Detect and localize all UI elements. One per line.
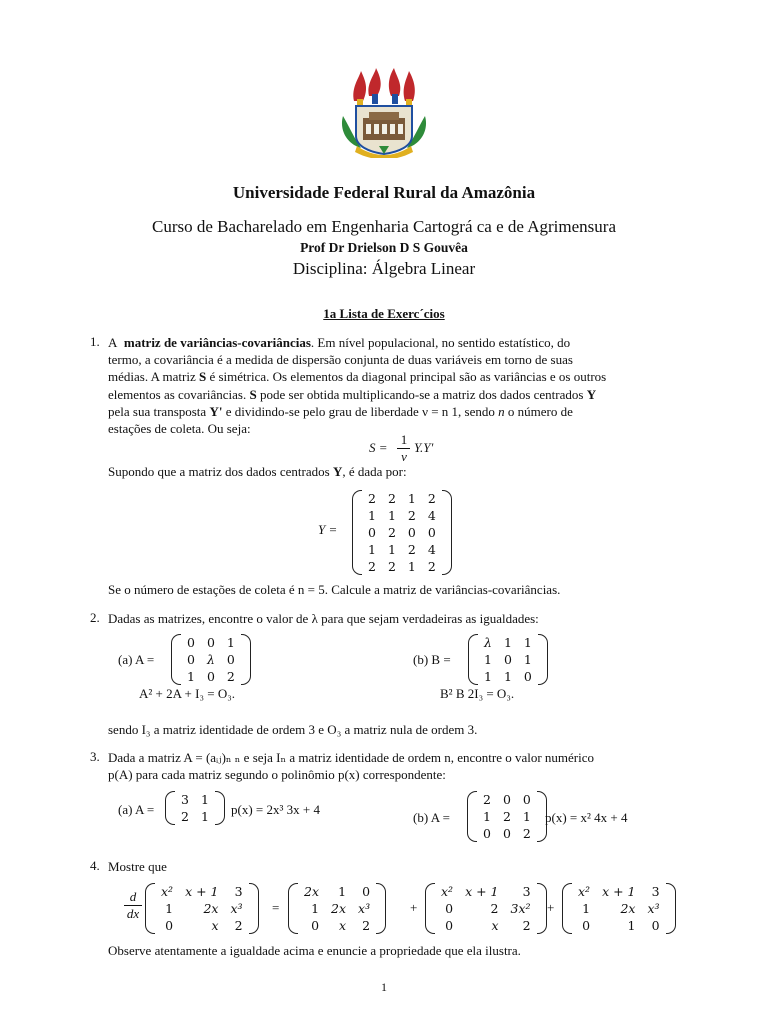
- matrix-cell: 0: [651, 918, 660, 933]
- matrix-cell: 2: [522, 918, 531, 933]
- matrix-cell: 2x: [304, 884, 320, 899]
- matrix-cell: 2: [368, 491, 376, 506]
- matrix-cell: 0: [206, 669, 215, 684]
- q2a-label: (a) A =: [118, 652, 155, 667]
- matrix-row: [298, 883, 376, 900]
- matrix-row: [155, 917, 249, 934]
- matrix-cell: 1: [503, 635, 512, 650]
- matrix-cell: 2x: [203, 901, 219, 916]
- matrix-cell: x³: [358, 901, 371, 916]
- q3a-label: (a) A =: [118, 802, 155, 817]
- matrix-cell: λ: [206, 652, 215, 667]
- page-number: 1: [381, 980, 387, 994]
- matrix-row: [298, 917, 376, 934]
- q3b-label: (b) A =: [413, 810, 450, 825]
- matrix-cell: 1: [484, 652, 492, 667]
- q3b-polynomial: p(x) = x² 4x + 4: [545, 810, 628, 825]
- matrix-cell: 3: [651, 884, 660, 899]
- q4-equals: =: [272, 900, 280, 915]
- matrix-cell: 0: [206, 635, 215, 650]
- matrix-cell: x: [338, 918, 347, 933]
- q3a-matrix: [165, 791, 225, 829]
- q3a-polynomial: p(x) = 2x³ 3x + 4: [231, 802, 320, 817]
- matrix-cell: x³: [647, 901, 660, 916]
- matrix-cell: 2: [407, 542, 416, 557]
- matrix-row: [155, 883, 249, 900]
- matrix-row: [362, 490, 442, 507]
- matrix-row: [435, 917, 537, 934]
- matrix-cell: 1: [484, 669, 492, 684]
- matrix-row: [478, 651, 538, 668]
- matrix-row: [572, 917, 666, 934]
- q2-number: 2.: [90, 610, 100, 625]
- q2a-equation: A² + 2A + I₃ = O₃.: [139, 686, 235, 701]
- q2b-label: (b) B =: [413, 652, 451, 667]
- q4-text: Mostre que: [108, 859, 167, 874]
- q1-matrix-label: Y =: [318, 522, 338, 537]
- q1-closing: Se o número de estações de coleta é n = 5. Calcule a matriz de variâncias-covariâncias.: [108, 582, 561, 597]
- university-logo: [339, 66, 429, 158]
- matrix-cell: x²: [161, 884, 174, 899]
- q2b-matrix: [468, 634, 548, 689]
- matrix-row: [181, 651, 241, 668]
- q1-suppose: Supondo que a matriz dos dados centrados Y, é dada por:: [108, 464, 407, 479]
- matrix-row: [477, 791, 537, 808]
- matrix-cell: 1: [200, 792, 209, 807]
- q2b-equation: B² B 2I₃ = O₃.: [440, 686, 515, 701]
- matrix-cell: x + 1: [602, 884, 636, 899]
- q4-matrix-4: [562, 883, 676, 938]
- professor-name: Prof Dr Drielson D S Gouvêa: [300, 240, 468, 255]
- university-title: Universidade Federal Rural da Amazônia: [232, 183, 536, 202]
- matrix-cell: 0: [445, 918, 454, 933]
- q1-matrix-y: [352, 490, 452, 579]
- matrix-cell: 2: [181, 809, 189, 824]
- matrix-cell: 2: [387, 559, 396, 574]
- matrix-cell: 2x: [331, 901, 347, 916]
- matrix-cell: 4: [427, 508, 436, 523]
- matrix-cell: 2: [502, 809, 511, 824]
- matrix-cell: 2: [387, 525, 396, 540]
- matrix-row: [175, 791, 215, 808]
- matrix-cell: 1: [200, 809, 209, 824]
- matrix-cell: 1: [387, 508, 396, 523]
- matrix-cell: 2: [387, 491, 396, 506]
- q2-text: Dadas as matrizes, encontre o valor de λ para que sejam verdadeiras as igualdades:: [108, 611, 539, 626]
- q4-observe: Observe atentamente a igualdade acima e enuncie a propriedade que ela ilustra.: [108, 943, 521, 958]
- matrix-row: [478, 668, 538, 685]
- matrix-cell: 1: [582, 901, 591, 916]
- matrix-row: [477, 825, 537, 842]
- matrix-cell: 0: [445, 901, 454, 916]
- q4-matrix-2: [288, 883, 386, 938]
- q3-number: 3.: [90, 749, 100, 764]
- q4-plus-1: +: [410, 900, 418, 915]
- matrix-cell: x + 1: [185, 884, 219, 899]
- matrix-row: [362, 507, 442, 524]
- matrix-row: [181, 634, 241, 651]
- matrix-cell: 2: [368, 559, 376, 574]
- matrix-cell: 4: [427, 542, 436, 557]
- matrix-cell: 0: [522, 792, 531, 807]
- discipline-name: Disciplina: Álgebra Linear: [292, 259, 476, 278]
- matrix-cell: 2: [226, 669, 235, 684]
- matrix-row: [155, 900, 249, 917]
- matrix-cell: 1: [627, 918, 636, 933]
- matrix-cell: 2: [427, 559, 436, 574]
- matrix-cell: 2x: [620, 901, 636, 916]
- matrix-cell: 0: [187, 652, 195, 667]
- matrix-cell: x + 1: [465, 884, 499, 899]
- matrix-cell: 1: [503, 669, 512, 684]
- matrix-cell: 0: [523, 669, 532, 684]
- course-name: Curso de Bacharelado em Engenharia Cartográ ca e de Agrimensura: [151, 217, 616, 236]
- matrix-cell: 0: [483, 826, 491, 841]
- q1-number: 1.: [90, 334, 100, 349]
- matrix-cell: 0: [362, 884, 371, 899]
- matrix-cell: 2: [234, 918, 243, 933]
- matrix-cell: 1: [226, 635, 235, 650]
- q3-text: Dada a matriz A = (aᵢⱼ)ₙ ₙ e seja Iₙ a matriz identidade de ordem n, encontre o valor numérico p(A) para cada matriz segundo o polinômio p(x) correspondente:: [108, 750, 595, 783]
- matrix-row: [362, 541, 442, 558]
- matrix-row: [435, 900, 537, 917]
- q4-matrix-1: [145, 883, 259, 938]
- matrix-cell: 3: [234, 884, 243, 899]
- matrix-cell: 2: [483, 792, 491, 807]
- matrix-cell: 1: [483, 809, 491, 824]
- list-title: 1a Lista de Exerc´cios: [323, 306, 445, 321]
- matrix-cell: 2: [362, 918, 371, 933]
- matrix-cell: 1: [407, 559, 416, 574]
- q1-term: matriz de variâncias-covariâncias: [123, 335, 311, 350]
- matrix-cell: 1: [368, 542, 376, 557]
- matrix-cell: 1: [523, 635, 532, 650]
- q4-derivative: d dx: [124, 889, 142, 922]
- matrix-cell: 1: [387, 542, 396, 557]
- matrix-cell: 0: [226, 652, 235, 667]
- q3b-matrix: [467, 791, 547, 846]
- matrix-cell: 0: [407, 525, 416, 540]
- matrix-cell: 1: [523, 652, 532, 667]
- matrix-cell: 1: [187, 669, 195, 684]
- matrix-cell: 2: [522, 826, 531, 841]
- matrix-cell: 3: [522, 884, 531, 899]
- matrix-cell: 2: [407, 508, 416, 523]
- matrix-cell: 1: [522, 809, 531, 824]
- matrix-row: [572, 883, 666, 900]
- matrix-row: [572, 900, 666, 917]
- matrix-cell: λ: [484, 635, 492, 650]
- matrix-row: [181, 668, 241, 685]
- matrix-cell: 1: [407, 491, 416, 506]
- q4-plus-2: +: [547, 900, 555, 915]
- matrix-cell: 3: [181, 792, 189, 807]
- matrix-cell: 0: [502, 792, 511, 807]
- matrix-cell: 0: [311, 918, 320, 933]
- matrix-row: [362, 558, 442, 575]
- q2-note: sendo I₃ a matriz identidade de ordem 3 e O₃ a matriz nula de ordem 3.: [108, 722, 478, 737]
- matrix-row: [175, 808, 215, 825]
- matrix-row: [477, 808, 537, 825]
- q1-paragraph: A matriz de variâncias-covariâncias. Em nível populacional, no sentido estatístico, do termo, a covariância é a medida de dispersão conjunta de duas variáveis em torno de suas médias. A matriz S é simétrica. Os elementos da diagonal principal são as variâncias e os outros elementos as covariâncias. S pode ser obtida multiplicando-se a matriz dos dados centrados Y pela sua transposta Y' e dividindo-se pelo grau de liberdade ν = n 1, sendo n o número de estações de coleta. Ou seja:: [108, 335, 607, 437]
- matrix-cell: 2: [427, 491, 436, 506]
- matrix-row: [298, 900, 376, 917]
- q4-number: 4.: [90, 858, 100, 873]
- matrix-cell: 1: [165, 901, 174, 916]
- matrix-cell: 0: [582, 918, 591, 933]
- matrix-cell: x²: [441, 884, 454, 899]
- matrix-cell: 0: [427, 525, 436, 540]
- matrix-cell: x: [491, 918, 499, 933]
- matrix-cell: 0: [165, 918, 174, 933]
- matrix-cell: 1: [338, 884, 347, 899]
- matrix-cell: x²: [578, 884, 591, 899]
- matrix-row: [435, 883, 537, 900]
- matrix-cell: x: [211, 918, 219, 933]
- q4-matrix-3: [425, 883, 547, 938]
- matrix-cell: 0: [187, 635, 195, 650]
- matrix-row: [362, 524, 442, 541]
- matrix-cell: 2: [490, 901, 499, 916]
- matrix-cell: x³: [230, 901, 243, 916]
- matrix-cell: 0: [502, 826, 511, 841]
- q2a-matrix: [171, 634, 251, 689]
- matrix-cell: 0: [503, 652, 512, 667]
- matrix-cell: 0: [368, 525, 376, 540]
- matrix-row: [478, 634, 538, 651]
- matrix-cell: 1: [311, 901, 320, 916]
- matrix-cell: 3x²: [510, 901, 531, 916]
- matrix-cell: 1: [368, 508, 376, 523]
